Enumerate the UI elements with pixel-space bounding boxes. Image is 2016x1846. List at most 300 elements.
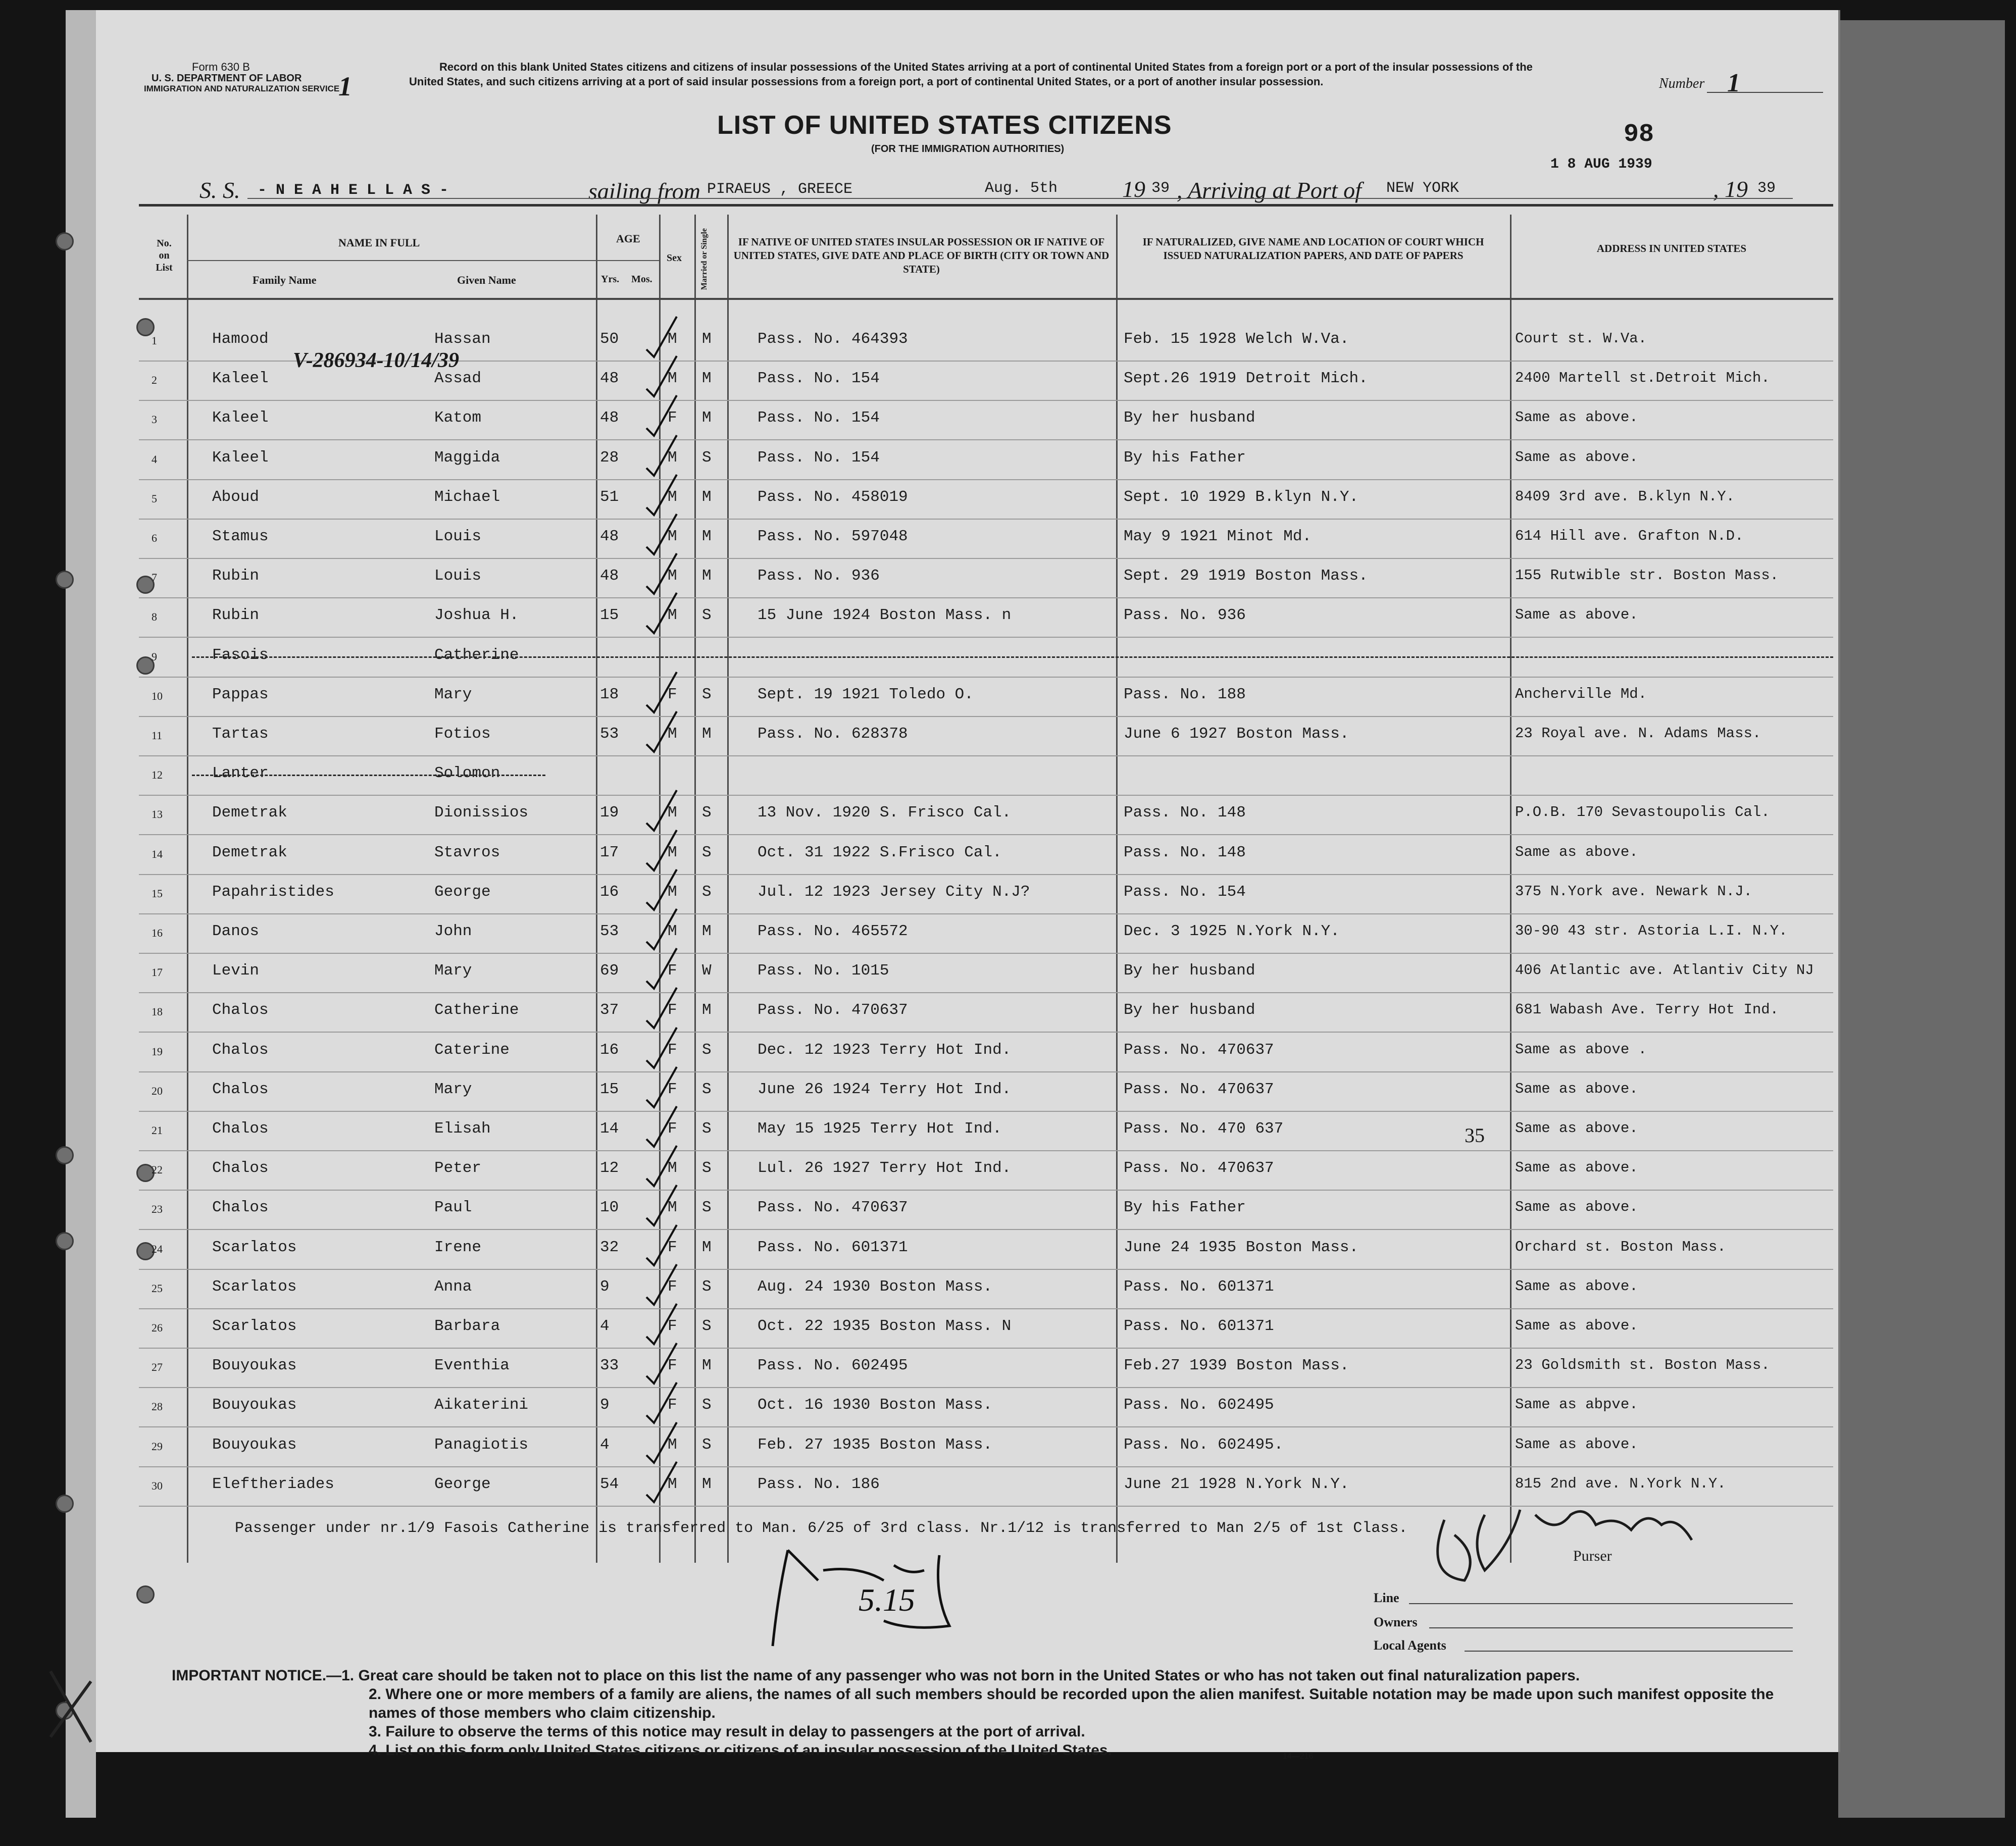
cell-addr: Same as above. [1515,1080,1638,1097]
cell-family: Chalos [212,1041,269,1059]
form-number: Form 630 B [192,61,250,73]
cell-age: 53 [600,922,619,940]
row-rule [139,1229,1833,1230]
cell-ms: M [702,725,712,743]
footer-note: Passenger under nr.1/9 Fasois Catherine is transferred to Man. 6/25 of 3rd class. Nr.1/12 is transferred to Man 2/5 of 1st Class. [235,1520,1408,1537]
cell-sex: M [668,488,677,506]
cell-nat: Feb.27 1939 Boston Mass. [1124,1357,1349,1375]
cell-nat: Pass. No. 470637 [1124,1041,1274,1059]
cell-given: Michael [434,488,500,506]
check-mark [641,472,682,518]
cell-addr: 23 Goldsmith st. Boston Mass. [1515,1357,1770,1374]
stamp-number: 98 [1624,120,1654,149]
departure-date: Aug. 5th [985,180,1058,197]
col-divider [596,215,597,1563]
cell-age: 54 [600,1475,619,1493]
check-mark [641,511,682,557]
cell-sex: F [668,1001,677,1019]
departure-port: PIRAEUS , GREECE [707,181,853,198]
cell-age: 48 [600,370,619,388]
check-mark [641,1341,682,1386]
row-rule [139,479,1833,480]
cell-no: 29 [152,1440,163,1453]
cell-age: 51 [600,488,619,506]
cell-age: 48 [600,528,619,545]
cell-no: 1 [152,334,157,347]
punch-hole [56,1146,74,1164]
stamp-date: 1 8 AUG 1939 [1550,157,1652,172]
notice-item-2: 2. Where one or more members of a family are aliens, the names of all such members should be recorded upon the alien manifest. Suitable notation may be made upon such manifest opposite the names of those members who claim citizenship. [369,1686,1774,1721]
margin-x-mark [51,1671,91,1742]
cell-family: Demetrak [212,843,287,861]
cell-age: 69 [600,962,619,980]
cell-sex: F [668,685,677,703]
cell-addr: Same as above. [1515,1317,1638,1334]
col-divider [187,215,188,1563]
back-sheet [1838,20,2005,1818]
cell-age: 48 [600,409,619,427]
check-mark [641,1380,682,1425]
check-mark [641,1183,682,1228]
notice-heading: IMPORTANT NOTICE. [172,1667,327,1684]
cell-family: Kaleel [212,448,269,467]
cell-ms: S [702,1317,712,1335]
cell-nat: June 6 1927 Boston Mass. [1124,725,1349,743]
cell-birth: Pass. No. 464393 [758,330,908,348]
cell-birth: Pass. No. 601371 [758,1238,908,1256]
cell-given: Panagiotis [434,1435,529,1454]
cell-no: 3 [152,413,157,426]
cell-addr: 8409 3rd ave. B.klyn N.Y. [1515,488,1735,505]
cell-family: Pappas [212,685,269,703]
cell-family: Hamood [212,330,269,348]
print-code: 14—216 [1283,1752,1314,1761]
notice-item-4: 4. List on this form only United States citizens or citizens of an insular possession of the United States. [369,1742,1112,1759]
cell-sex: F [668,409,677,427]
check-mark [641,788,682,833]
cell-age: 16 [600,1041,619,1059]
cell-no: 19 [152,1045,163,1058]
cell-no: 11 [152,729,163,742]
cell-age: 50 [600,330,619,348]
cell-sex: M [668,843,677,861]
cell-birth: 15 June 1924 Boston Mass. n [758,606,1012,625]
cell-family: Kaleel [212,409,269,427]
row-rule [139,1269,1833,1270]
cell-nat: Dec. 3 1925 N.York N.Y. [1124,922,1340,940]
cell-no: 24 [152,1242,163,1255]
row-rule [139,439,1833,440]
cell-age: 33 [600,1357,619,1375]
punch-hole [56,571,74,589]
cell-addr: Same as above. [1515,606,1638,624]
cell-ms: S [702,448,712,467]
cell-given: Aikaterini [434,1396,529,1414]
row-rule [139,677,1833,678]
cell-given: Irene [434,1238,482,1256]
cell-addr: Same as above . [1515,1041,1647,1058]
row-rule [139,637,1833,638]
cell-birth: Oct. 16 1930 Boston Mass. [758,1396,993,1414]
cell-sex: M [668,567,677,585]
cell-addr: 30-90 43 str. Astoria L.I. N.Y. [1515,922,1788,939]
cell-no: 4 [152,452,157,466]
cell-age: 15 [600,606,619,625]
check-mark [641,670,682,715]
cell-birth: Pass. No. 154 [758,448,880,467]
agents-rule [1465,1651,1793,1652]
cell-age: 15 [600,1080,619,1098]
check-mark [641,867,682,912]
punch-hole [56,1495,74,1513]
cell-birth: Pass. No. 470637 [758,1199,908,1217]
cell-birth: Pass. No. 1015 [758,962,889,980]
cell-birth: Feb. 27 1935 Boston Mass. [758,1435,993,1454]
cell-given: John [434,922,472,940]
cell-no: 14 [152,847,163,860]
cell-sex: M [668,606,677,625]
cell-ms: M [702,1001,712,1019]
instructions: Record on this blank United States citizens and citizens of insular possessions of the United States arriving at a port of continental United States from a foreign port or a port of the insular possessions of the United States, and such citizens arriving at a port of said insular possessions from a foreign port, a port of continental United States, or a port of another insular possession. [409,61,1533,88]
line-label: Line [1374,1591,1399,1605]
cell-age: 19 [600,804,619,822]
cell-addr: 406 Atlantic ave. Atlantiv City NJ [1515,962,1814,979]
cell-birth: Oct. 22 1935 Boston Mass. N [758,1317,1012,1335]
arrival-port: NEW YORK [1386,180,1459,197]
cell-addr: Same as above. [1515,1435,1638,1453]
cell-given: Catherine [434,1001,519,1019]
cell-given: Solomon [434,764,500,783]
cell-family: Chalos [212,1199,269,1217]
row-rule [139,1150,1833,1151]
cell-ms: W [702,962,712,980]
cell-birth: Sept. 19 1921 Toledo O. [758,685,974,703]
cell-given: Louis [434,528,482,545]
header-birth: IF NATIVE OF UNITED STATES INSULAR POSSESSION OR IF NATIVE OF UNITED STATES, GIVE DATE AND PLACE OF BIRTH (CITY OR TOWN AND STATE) [733,236,1110,275]
cell-birth: 13 Nov. 1920 S. Frisco Cal. [758,804,1012,822]
cell-family: Scarlatos [212,1317,297,1335]
cell-family: Bouyoukas [212,1396,297,1414]
cell-given: Anna [434,1277,472,1296]
check-mark [641,906,682,952]
cell-addr: 155 Rutwible str. Boston Mass. [1515,567,1779,584]
row-rule [139,1308,1833,1309]
row-rule [139,834,1833,835]
signature-stroke [1438,1510,1692,1580]
cell-sex: F [668,1396,677,1414]
cell-addr: Same as above. [1515,448,1638,466]
page-left-shadow [66,10,96,1818]
notice-item-1-text: —1. Great care should be taken not to place on this list the name of any passenger who was not born in the United States or who has not taken out final naturalization papers. [326,1667,1580,1684]
check-mark [641,551,682,596]
cell-addr: 815 2nd ave. N.York N.Y. [1515,1475,1726,1492]
check-mark [641,314,682,360]
cell-nat: Pass. No. 148 [1124,804,1246,822]
cell-no: 7 [152,571,157,584]
cell-given: Hassan [434,330,491,348]
cell-addr: Orchard st. Boston Mass. [1515,1238,1726,1255]
cell-nat: Pass. No. 154 [1124,883,1246,901]
cell-age: 32 [600,1238,619,1256]
cell-age: 37 [600,1001,619,1019]
header-rule [139,204,1833,207]
cell-sex: F [668,1238,677,1256]
col-divider [1510,215,1511,1563]
check-mark [641,946,682,991]
cell-birth: Oct. 31 1922 S.Frisco Cal. [758,843,1002,861]
cell-ms: S [702,1159,712,1177]
cell-no: 2 [152,374,157,387]
row-rule [139,1190,1833,1191]
cell-birth: Aug. 24 1930 Boston Mass. [758,1277,993,1296]
cell-nat: Pass. No. 602495 [1124,1396,1274,1414]
cell-family: Lanter [212,764,269,783]
sailing-label: sailing from [588,178,700,204]
row-rule [139,874,1833,875]
cell-no: 28 [152,1400,163,1413]
check-mark [641,985,682,1031]
cell-age: 16 [600,883,619,901]
cell-family: Scarlatos [212,1277,297,1296]
cell-family: Bouyoukas [212,1435,297,1454]
cell-given: Fotios [434,725,491,743]
cell-family: Tartas [212,725,269,743]
check-mark [641,393,682,438]
row-rule [139,755,1833,756]
cell-family: Rubin [212,606,260,625]
cell-birth: Dec. 12 1923 Terry Hot Ind. [758,1041,1012,1059]
punch-hole [136,1585,155,1604]
cell-nat: Pass. No. 602495. [1124,1435,1284,1454]
cell-ms: M [702,922,712,940]
header-name-in-full: NAME IN FULL [338,236,420,249]
punch-hole [136,318,155,336]
cell-nat: May 9 1921 Minot Md. [1124,528,1312,545]
cell-ms: S [702,1396,712,1414]
check-mark [641,590,682,636]
purser-label: Purser [1573,1548,1612,1564]
cell-no: 10 [152,689,163,702]
cell-family: Chalos [212,1120,269,1138]
header-sex: Sex [667,252,682,264]
row-rule [139,1111,1833,1112]
cell-family: Stamus [212,528,269,545]
check-mark [641,1420,682,1465]
number-label [1659,76,1704,92]
col-divider [1116,215,1118,1563]
cell-nat: Pass. No. 470 637 [1124,1120,1284,1138]
cell-ms: M [702,528,712,545]
cell-age: 53 [600,725,619,743]
check-mark [641,828,682,873]
service: IMMIGRATION AND NATURALIZATION SERVICE [144,84,340,93]
header-mos: Mos. [631,274,652,285]
purser-signature [1404,1484,1717,1616]
cell-addr: Ancherville Md. [1515,685,1647,702]
cell-given: Peter [434,1159,482,1177]
cell-family: Chalos [212,1159,269,1177]
strike-line [192,775,545,776]
cell-no: 17 [152,966,163,979]
ship-name: - N E A H E L L A S - [258,182,449,199]
page-subtitle: (FOR THE IMMIGRATION AUTHORITIES) [871,143,1065,155]
row-rule [139,597,1833,598]
check-mark [641,433,682,478]
cell-given: Dionissios [434,804,529,822]
cell-birth: Lul. 26 1927 Terry Hot Ind. [758,1159,1012,1177]
year2-suffix: 39 [1757,180,1776,197]
cell-birth: Pass. No. 154 [758,370,880,388]
cell-ms: M [702,567,712,585]
cell-family: Chalos [212,1080,269,1098]
row-rule [139,953,1833,954]
check-mark [641,1459,682,1505]
cell-birth: Pass. No. 458019 [758,488,908,506]
cell-given: Mary [434,685,472,703]
number-value: 1 [1727,69,1740,97]
arriving-label: , Arriving at Port of [1177,177,1362,203]
cell-age: 10 [600,1199,619,1217]
cell-no: 21 [152,1124,163,1137]
cell-nat: Pass. No. 188 [1124,685,1246,703]
row-rule [139,1071,1833,1072]
cell-nat: By his Father [1124,1199,1246,1217]
cell-given: Eventhia [434,1357,510,1375]
cell-no: 5 [152,492,157,505]
cell-birth: Jul. 12 1923 Jersey City N.J? [758,883,1030,901]
cell-ms: M [702,1475,712,1493]
cell-no: 9 [152,650,157,663]
owners-rule [1429,1627,1793,1628]
cell-age: 48 [600,567,619,585]
cell-no: 30 [152,1479,163,1492]
department: U. S. DEPARTMENT OF LABOR [152,73,302,84]
cell-no: 16 [152,927,163,939]
cell-birth: June 26 1924 Terry Hot Ind. [758,1080,1012,1098]
number-underline [1707,92,1823,93]
cell-ms: M [702,1357,712,1375]
header-bottom-rule [139,298,1833,300]
header-family-name: Family Name [253,274,317,286]
cell-sex: M [668,1475,677,1493]
cell-no: 6 [152,532,157,544]
cell-no: 26 [152,1321,163,1334]
cell-family: Bouyoukas [212,1357,297,1375]
row-rule [139,795,1833,796]
row-rule [139,1032,1833,1033]
cell-nat: By her husband [1124,962,1255,980]
cell-given: Assad [434,370,482,388]
cell-addr: P.O.B. 170 Sevastoupolis Cal. [1515,804,1770,821]
cell-given: Catherine [434,646,519,664]
notice-item-1 [172,1666,1808,1685]
cell-addr: 614 Hill ave. Grafton N.D. [1515,528,1744,544]
cell-age: 4 [600,1317,610,1335]
row21-number: 35 [1465,1124,1485,1147]
cell-ms: M [702,1238,712,1256]
cell-addr: Same as above. [1515,1199,1638,1216]
cell-sex: F [668,962,677,980]
voyage-underline [247,198,1793,199]
cell-no: 22 [152,1163,163,1176]
cell-ms: S [702,1041,712,1059]
cell-birth: Pass. No. 465572 [758,922,908,940]
cell-family: Papahristides [212,883,334,901]
handwritten-note-row2: V-286934-10/14/39 [293,349,460,372]
cell-sex: M [668,448,677,467]
header-given-name: Given Name [457,274,516,286]
cell-family: Rubin [212,567,260,585]
cell-family: Demetrak [212,804,287,822]
cell-addr: Court st. W.Va. [1515,330,1647,347]
col-divider [727,215,729,1563]
cell-no: 13 [152,808,163,821]
cell-given: Mary [434,962,472,980]
cell-family: Fasois [212,646,269,664]
cell-ms: S [702,1199,712,1217]
header-age: AGE [616,232,640,245]
check-mark [641,1064,682,1110]
header-subrule [187,260,659,261]
cell-birth: Pass. No. 936 [758,567,880,585]
cell-sex: F [668,1277,677,1296]
owners-label: Owners [1374,1615,1418,1629]
cell-family: Eleftheriades [212,1475,334,1493]
header-yrs: Yrs. [601,274,620,285]
agents-label: Local Agents [1374,1638,1446,1653]
cell-no: 15 [152,887,163,900]
cell-age: 12 [600,1159,619,1177]
cell-addr: 375 N.York ave. Newark N.J. [1515,883,1752,900]
cell-ms: S [702,1080,712,1098]
cell-given: Joshua H. [434,606,519,625]
cell-age: 9 [600,1396,610,1414]
cell-given: Paul [434,1199,472,1217]
cell-addr: Same as above. [1515,1120,1638,1137]
cell-nat: June 24 1935 Boston Mass. [1124,1238,1359,1256]
cell-nat: By her husband [1124,1001,1255,1019]
cell-given: George [434,883,491,901]
row-rule [139,1466,1833,1467]
cell-given: Mary [434,1080,472,1098]
cell-sex: M [668,1159,677,1177]
cell-ms: M [702,409,712,427]
cell-addr: 23 Royal ave. N. Adams Mass. [1515,725,1761,742]
cell-sex: M [668,804,677,822]
punch-hole [56,232,74,250]
cell-nat: Pass. No. 601371 [1124,1317,1274,1335]
cell-ms: S [702,1120,712,1138]
cell-nat: Pass. No. 470637 [1124,1159,1274,1177]
cell-nat: Sept.26 1919 Detroit Mich. [1124,370,1368,388]
cell-no: 25 [152,1281,163,1295]
cell-sex: M [668,725,677,743]
line-rule [1409,1603,1793,1604]
row-rule [139,558,1833,559]
cell-sex: M [668,883,677,901]
cell-ms: M [702,488,712,506]
header-no-on-list: No. on List [156,238,173,273]
cell-nat: Sept. 10 1929 B.klyn N.Y. [1124,488,1359,506]
cell-addr: 681 Wabash Ave. Terry Hot Ind. [1515,1001,1779,1018]
cell-addr: Same as abpve. [1515,1396,1638,1413]
year-suffix: 39 [1151,180,1170,197]
cell-birth: May 15 1925 Terry Hot Ind. [758,1120,1002,1138]
row-rule [139,1348,1833,1349]
cell-nat: Pass. No. 936 [1124,606,1246,625]
check-mark [641,709,682,754]
cell-given: Caterine [434,1041,510,1059]
